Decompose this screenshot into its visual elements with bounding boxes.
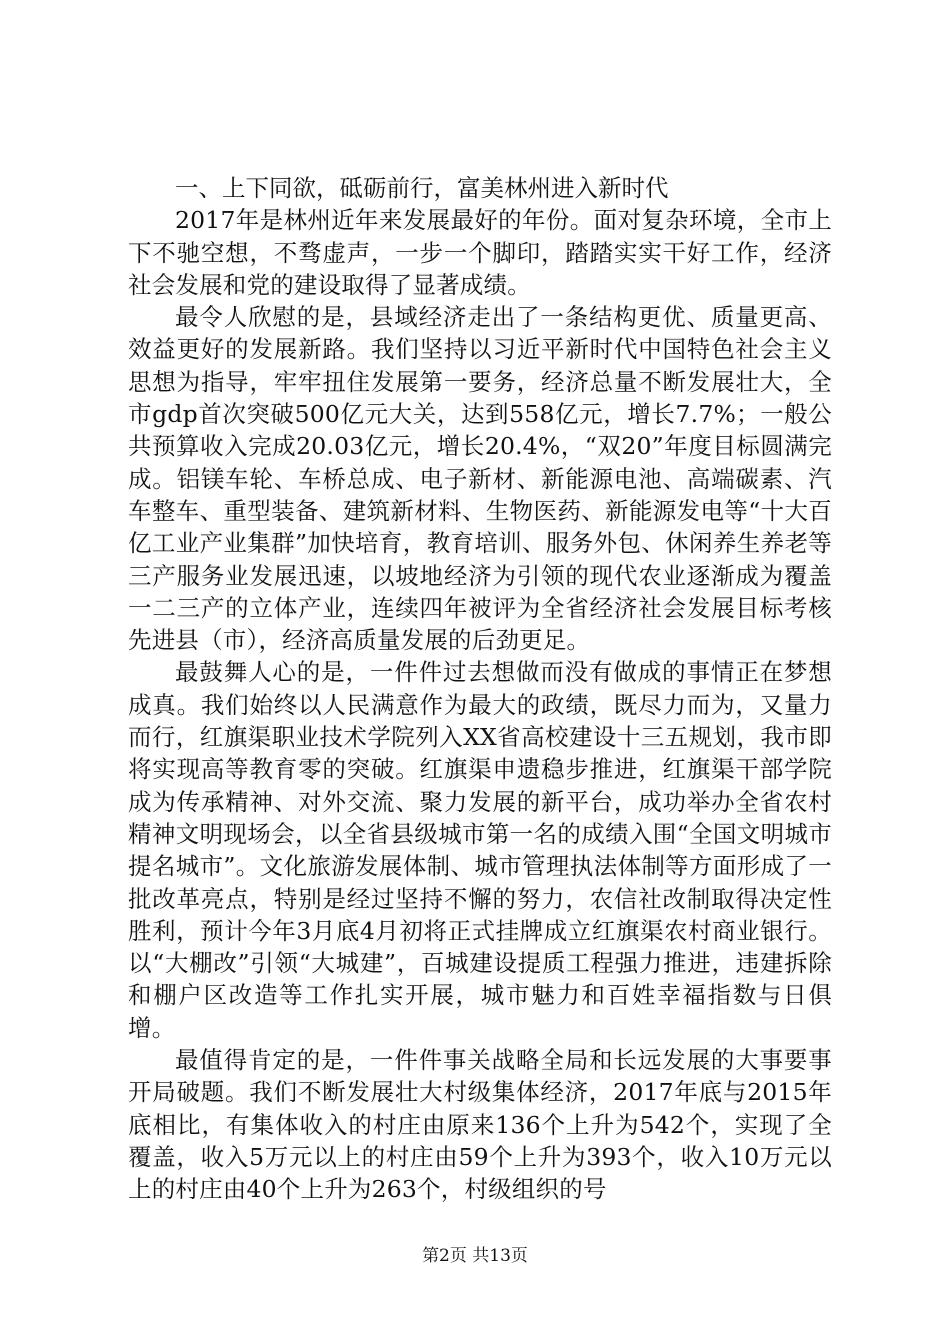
paragraph-4: 最值得肯定的是，一件件事关战略全局和长远发展的大事要事开局破题。我们不断发展壮大村级集体经济，2017年底与2015年底相比，有集体收入的村庄由原来136个上升为542个，实现了全覆盖，收入5万元以上的村庄由59个上升为393个，收入10万元以上的村庄由40个上升为263个，村级组织的号: [128, 1046, 832, 1204]
page-footer: 第2页 共13页: [422, 1246, 528, 1266]
document-body: [128, 172, 832, 1206]
paragraph-2: 最令人欣慰的是，县域经济走出了一条结构更优、质量更高、效益更好的发展新路。我们坚持以习近平新时代中国特色社会主义思想为指导，牢牢扭住发展第一要务，经济总量不断发展壮大，全市gdp首次突破500亿元大关，达到558亿元，增长7.7%；一般公共预算收入完成20.03亿元，增长20.4%，“双20”年度目标圆满完成。铝镁车轮、车桥总成、电子新材、新能源电池、高端碳素、汽车整车、重型装备、建筑新材料、生物医药、新能源发电等“十大百亿工业产业集群”加快培育，教育培训、服务外包、休闲养生养老等三产服务业发展迅速，以坡地经济为引领的现代农业逐渐成为覆盖一二三产的立体产业，连续四年被评为全省经济社会发展目标考核先进县（市），经济高质量发展的后劲更足。: [128, 303, 832, 655]
paragraph-3: 最鼓舞人心的是，一件件过去想做而没有做成的事情正在梦想成真。我们始终以人民满意作为最大的政绩，既尽力而为，又量力而行，红旗渠职业技术学院列入XX省高校建设十三五规划，我市即将实现高等教育零的突破。红旗渠申遗稳步推进，红旗渠干部学院成为传承精神、对外交流、聚力发展的新平台，成功举办全省农村精神文明现场会，以全省县级城市第一名的成绩入围“全国文明城市提名城市”。文化旅游发展体制、城市管理执法体制等方面形成了一批改革亮点，特别是经过坚持不懈的努力，农信社改制取得决定性胜利，预计今年3月底4月初将正式挂牌成立红旗渠农村商业银行。以“大棚改”引领“大城建”，百城建设提质工程强力推进，违建拆除和棚户区改造等工作扎实开展，城市魅力和百姓幸福指数与日俱增。: [128, 658, 832, 1042]
paragraph-1: 2017年是林州近年来发展最好的年份。面对复杂环境，全市上下不驰空想，不骛虚声，一步一个脚印，踏踏实实干好工作，经济社会发展和党的建设取得了显著成绩。: [128, 206, 832, 299]
section-heading: 一、上下同欲，砥砺前行，富美林州进入新时代: [175, 174, 669, 202]
